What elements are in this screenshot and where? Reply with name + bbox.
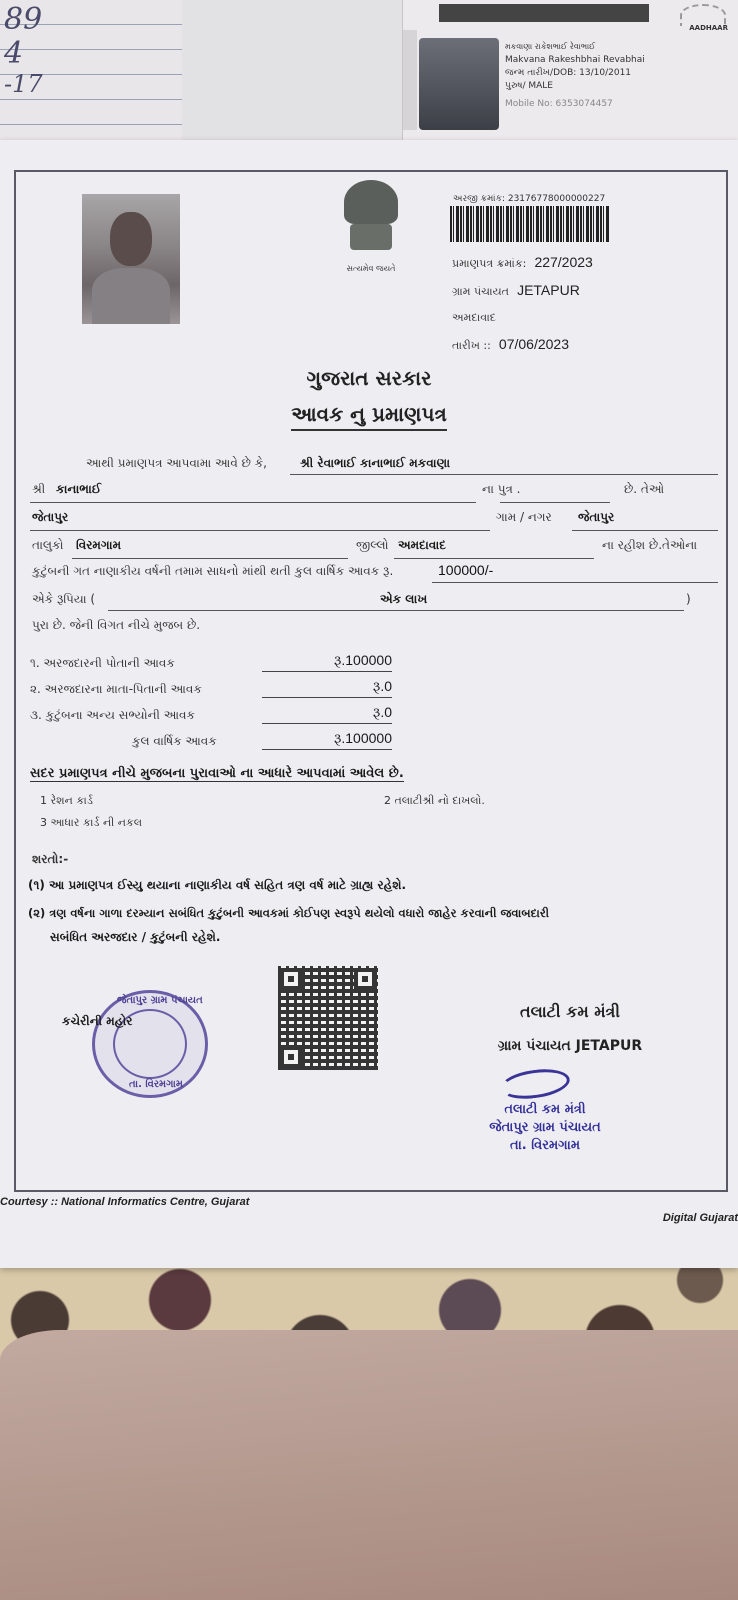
evidence-item: 3 આધાર કાર્ડ ની નકલ [40, 816, 143, 829]
income-in-words: એક લાખ [380, 592, 428, 606]
aadhaar-vertical-strip [403, 30, 417, 130]
father-prefix: શ્રી [32, 482, 46, 496]
barcode-number: અરજી ક્રમાંક: 23176778000000227 [453, 194, 606, 204]
district-label: જીલ્લો [356, 538, 389, 552]
aadhaar-name: Makvana Rakeshbhai Revabhai [505, 55, 645, 65]
income-row-total: કુલ વાર્ષિક આવક [132, 734, 217, 748]
total-income-value: 100000/- [438, 562, 494, 578]
resident-text: ના રહીશ છે.તેઓના [602, 538, 698, 552]
foreground-surface [0, 1330, 738, 1600]
aadhaar-card [402, 0, 738, 140]
aadhaar-mobile: Mobile No: 6353074457 [505, 99, 613, 109]
digital-gujarat-footer: Digital Gujarat [662, 1212, 738, 1224]
signature-stamp-line: તલાટી કમ મંત્રી [504, 1102, 586, 1117]
national-emblem-icon [336, 180, 406, 266]
barcode [450, 206, 610, 242]
seal-bottom-text: તા. વિરમગામ [129, 1079, 183, 1090]
income-value-family: રૂ.0 [262, 704, 392, 724]
son-of-text: ના પુત્ર . [482, 482, 521, 496]
words-label: એકે રૂપિયા ( [32, 592, 96, 606]
village-label: ગામ / નગર [496, 510, 552, 524]
notebook-page [0, 0, 182, 140]
signature-stamp-line: તા. વિરમગામ [509, 1138, 581, 1153]
seal-label: કચેરીની મહોર [62, 1014, 133, 1028]
signatory-title: તલાટી કમ મંત્રી [520, 1002, 620, 1021]
income-row-parents: ૨. અરજદારના માતા-પિતાની આવક [30, 682, 202, 696]
issuing-district: અમદાવાદ [452, 311, 496, 324]
courtesy-footer: Courtesy :: National Informatics Centre, Gujarat [0, 1196, 250, 1208]
notebook-scribble: 89 [4, 2, 43, 37]
condition-1: (૧) આ પ્રમાણપત્ર ઈસ્યુ થયાના નાણાકીય વર્ષ સહિત ત્રણ વર્ષ માટે ગ્રાહ્ય રહેશે. [28, 878, 407, 892]
village-right: જેતાપુર [578, 510, 615, 524]
certificate-number: પ્રમાણપત્ર ક્રમાંક: 227/2023 [452, 254, 593, 270]
income-value-applicant: રૂ.100000 [262, 652, 392, 672]
aadhaar-photo [419, 38, 499, 130]
aadhaar-logo-text: AADHAAR [689, 24, 728, 32]
village-left: જેતાપુર [32, 510, 69, 524]
income-certificate [0, 140, 738, 1268]
evidence-item: 1 રેશન કાર્ડ [40, 794, 93, 807]
words-close: ) [686, 592, 691, 606]
taluka-value: વિરમગામ [76, 538, 122, 552]
aadhaar-header-band [439, 4, 649, 22]
condition-2: (૨) ત્રણ વર્ષના ગાળા દરમ્યાન સબંધિત કુટુંબની આવકમાં કોઈપણ સ્વરૂપે થયેલો વધારો જાહેર કરવાની જવાબદારી [28, 906, 550, 920]
blank-paper [182, 0, 402, 140]
aadhaar-logo-icon [680, 4, 726, 26]
signatory-panchayat: ગ્રામ પંચાયત JETAPUR [497, 1038, 643, 1054]
details-text: પુરા છે. જેની વિગત નીચે મુજબ છે. [32, 618, 201, 632]
applicant-name: શ્રી રેવાભાઈ કાનાભાઈ મકવાણા [300, 456, 451, 470]
he-is-text: છે. તેઓ [624, 482, 665, 496]
issue-date: તારીખ :: 07/06/2023 [452, 336, 569, 352]
district-name: અમદાવાદ [398, 538, 446, 552]
aadhaar-gender: પુરુષ/ MALE [505, 81, 553, 91]
conditions-label: શરતો:- [32, 852, 69, 866]
taluka-label: તાલુકો [32, 538, 64, 552]
aadhaar-dob: જન્મ તારીખ/DOB: 13/10/2011 [505, 68, 632, 78]
certificate-heading: ગુજરાત સરકાર [306, 366, 432, 390]
income-value-total: રૂ.100000 [262, 730, 392, 750]
condition-2-continued: સબંધિત અરજદાર / કુટુંબની રહેશે. [50, 930, 221, 944]
aadhaar-name-local: મકવાણા રાકેશભાઈ રેવાભાઈ [505, 42, 596, 51]
certify-text: આથી પ્રમાણપત્ર આપવામા આવે છે કે, [86, 456, 267, 470]
certificate-title: આવક નુ પ્રમાણપત્ર [0, 402, 738, 426]
seal-ring-text: જેતાપુર ગ્રામ પંચાયત [117, 995, 203, 1006]
panchayat-seal [92, 990, 208, 1098]
income-text: કુટુંબની ગત નાણાકીય વર્ષની તમામ સાધનો માંથી થતી કુલ વાર્ષિક આવક રૂ. [32, 564, 394, 578]
income-row-applicant: ૧. અરજદારની પોતાની આવક [30, 656, 175, 670]
signature-stamp-line: જેતાપુર ગ્રામ પંચાયત [489, 1120, 601, 1135]
issuing-panchayat: ગ્રામ પંચાયત JETAPUR [452, 282, 580, 298]
father-name: કાનાભાઈ [56, 482, 102, 496]
notebook-scribble: -17 [4, 70, 43, 98]
evidence-item: 2 તલાટીશ્રી નો દાખલો. [384, 794, 485, 807]
income-value-parents: રૂ.0 [262, 678, 392, 698]
applicant-photo [82, 194, 180, 324]
income-row-family: ૩. કુટુંબના અન્ય સભ્યોની આવક [30, 708, 196, 722]
notebook-scribble: 4 [4, 36, 24, 71]
evidence-note: સદર પ્રમાણપત્ર નીચે મુજબના પુરાવાઓ ના આધારે આપવામાં આવેલ છે. [30, 766, 404, 781]
emblem-motto: સત્યમેવ જયતે [346, 264, 396, 273]
qr-code [278, 966, 378, 1070]
